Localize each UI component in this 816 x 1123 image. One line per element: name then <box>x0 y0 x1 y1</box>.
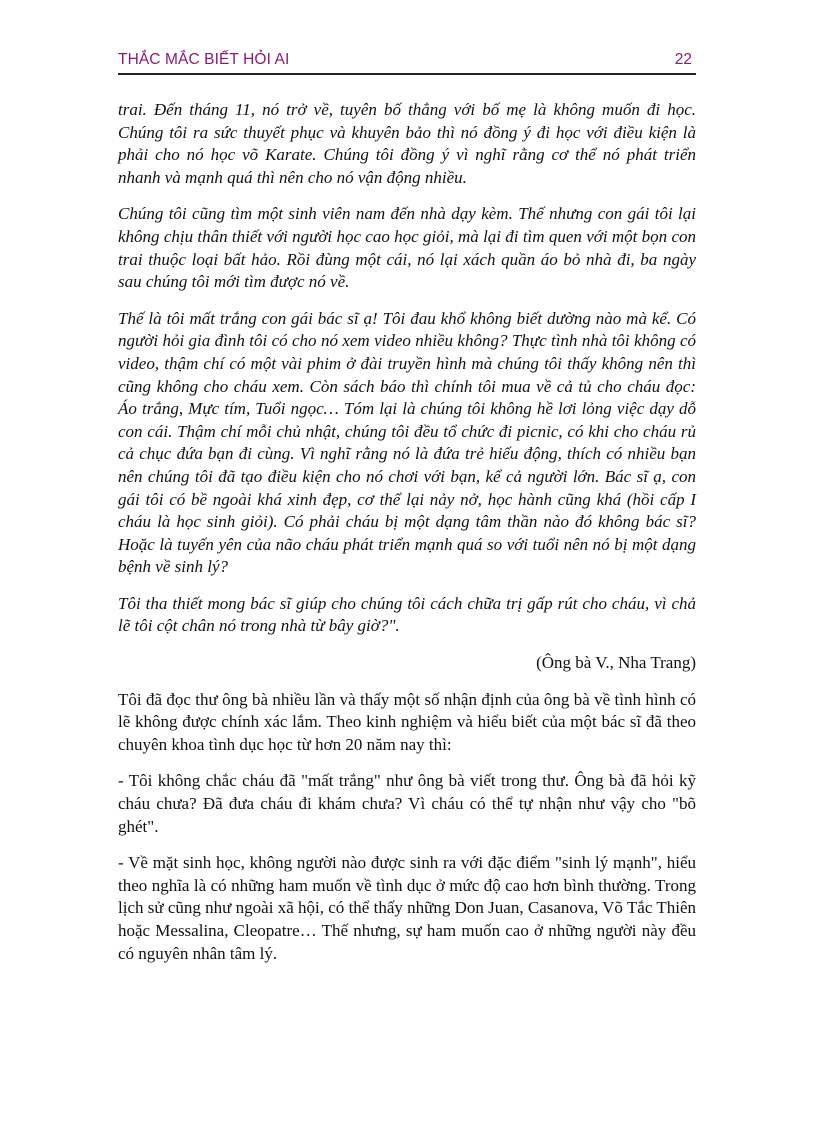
page-body <box>118 99 696 979</box>
reply-paragraph-1: Tôi đã đọc thư ông bà nhiều lần và thấy một số nhận định của ông bà về tình hình có lẽ không được chính xác lắm. Theo kinh nghiệm và hiểu biết của một bác sĩ đã theo chuyên khoa tình dục học từ hơn 20 năm nay thì: <box>118 689 696 754</box>
reply-paragraph-3: - Về mặt sinh học, không người nào được sinh ra với đặc điểm "sinh lý mạnh", hiểu theo nghĩa là có những ham muốn về tình dục ở mức độ cao hơn bình thường. Trong lịch sử cũng như ngoài xã hội, có thể thấy những Don Juan, Casanova, Võ Tắc Thiên hoặc Messalina, Cleopatre… Thế nhưng, sự ham muốn cao ở những người này đều có nguyên nhân tâm lý. <box>118 853 696 963</box>
letter-paragraph-1: trai. Đến tháng 11, nó trở về, tuyên bố thẳng với bố mẹ là không muốn đi học. Chúng tôi ra sức thuyết phục và khuyên bảo thì nó đồng ý đi học với điều kiện là phải cho nó học võ Karate. Chúng tôi đồng ý vì nghĩ rằng cơ thể nó phát triển nhanh và mạnh quá thì nên cho nó vận động nhiều. <box>118 100 696 187</box>
letter-signature: (Ông bà V., Nha Trang) <box>536 653 696 673</box>
letter-paragraph-4: Tôi tha thiết mong bác sĩ giúp cho chúng tôi cách chữa trị gấp rút cho cháu, vì chả lẽ tôi cột chân nó trong nhà từ bây giờ?". <box>118 593 696 636</box>
page-header <box>118 49 696 75</box>
letter-paragraph-2: Chúng tôi cũng tìm một sinh viên nam đến nhà dạy kèm. Thế nhưng con gái tôi lại không chịu thân thiết với người học cao học giỏi, mà lại đi tìm quen với một bọn con trai thuộc loại bất hảo. Rồi đùng một cái, nó lại xách quần áo bỏ nhà đi, ba ngày sau chúng tôi mới tìm được nó về. <box>118 204 696 292</box>
running-title: THẮC MẮC BIẾT HỎI AI <box>118 51 290 68</box>
letter-paragraph-3: Thế là tôi mất trắng con gái bác sĩ ạ! Tôi đau khổ không biết dường nào mà kể. Có người hỏi gia đình tôi có cho nó xem video nhiều không? Thực tình nhà tôi không có video, thậm chí có một vài phim ở đài truyền hình mà chúng tôi thấy không nên thì cũng không cho cháu xem. Còn sách báo thì chính tôi mua về cả tủ cho cháu đọc: Áo trắng, Mực tím, Tuổi ngọc… Tóm lại là chúng tôi không hề lơi lỏng việc dạy dỗ con cái. Thậm chí mỗi chủ nhật, chúng tôi đều tổ chức đi picnic, có khi cho cháu rủ cả chục đứa bạn đi cùng. Vì nghĩ rằng nó là đứa trẻ hiếu động, thích có nhiều bạn nên chúng tôi đã tạo điều kiện cho nó chơi với bạn, kể cả người lớn. Bác sĩ ạ, con gái tôi có bề ngoài khá xinh đẹp, cơ thể lại nảy nở, học hành cũng khá (hồi cấp I cháu là học sinh giỏi). Có phải cháu bị một dạng tâm thần nào đó không bác sĩ? Hoặc là tuyến yên của não cháu phát triển mạnh quá so với tuổi nên nó bị một dạng bệnh về sinh lý? <box>118 308 696 577</box>
page-number: 22 <box>674 51 692 68</box>
reply-paragraph-2: - Tôi không chắc cháu đã "mất trắng" như ông bà viết trong thư. Ông bà đã hỏi kỹ cháu chưa? Đã đưa cháu đi khám chưa? Vì cháu có thể tự nhận như vậy cho "bõ ghét". <box>118 771 696 836</box>
